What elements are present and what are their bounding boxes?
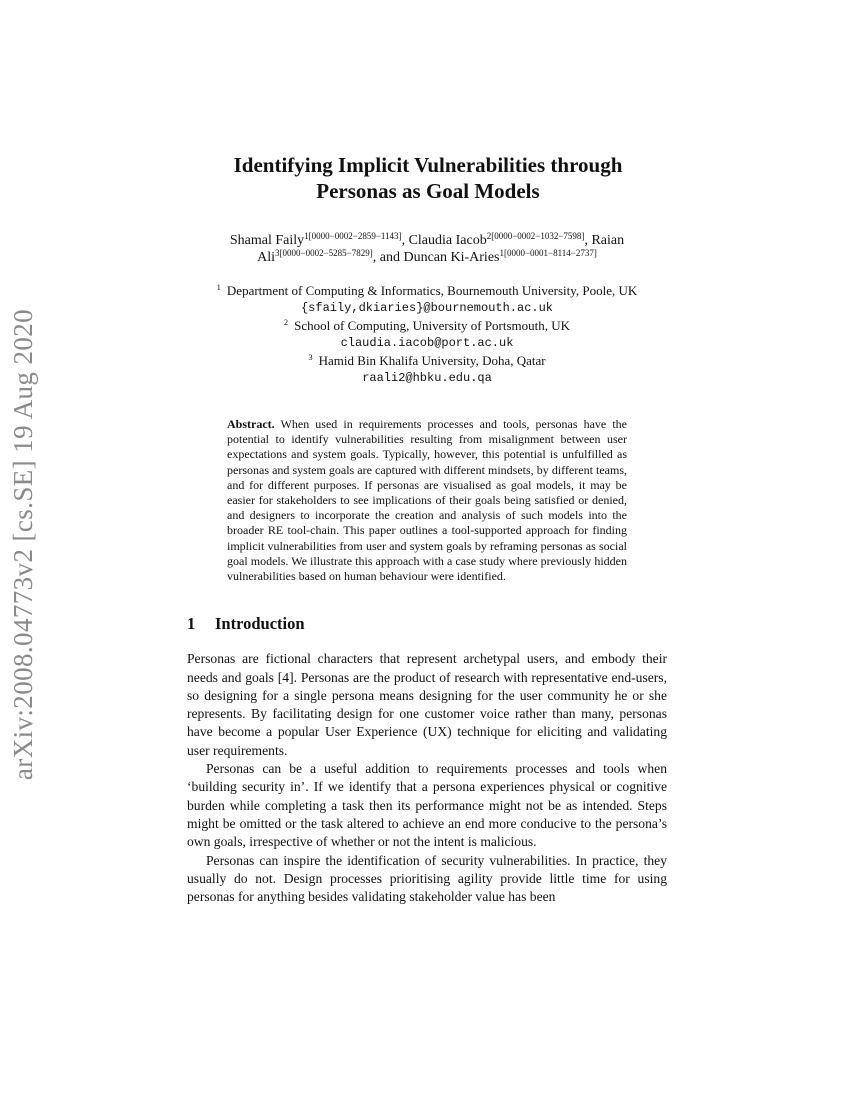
abstract-label: Abstract. — [227, 417, 275, 431]
arxiv-identifier-text: arXiv:2008.04773v2 [cs.SE] 19 Aug 2020 — [8, 308, 39, 780]
section-title: Introduction — [215, 614, 305, 634]
affiliation — [187, 352, 667, 370]
affiliation-marker: 3 — [308, 352, 313, 362]
author-line-2 — [187, 249, 667, 266]
affiliation-email: claudia.iacob@port.ac.uk — [340, 335, 514, 350]
affiliation-email: {sfaily,dkiaries}@bournemouth.ac.uk — [300, 300, 554, 315]
paper-title-line-1: Identifying Implicit Vulnerabilities through — [233, 153, 623, 177]
affiliation — [187, 317, 667, 335]
affiliation-name: Department of Computing & Informatics, Bournemouth University, Poole, UK — [226, 283, 638, 298]
abstract-text: When used in requirements processes and tools, personas have the potential to identify vulnerabilities resulting from misalignment between user expectations and system goals. Typically, however, this potential is unfulfilled as personas and system goals are captured with different mindsets, by different teams, and for different purposes. If personas are visualised as goal models, it may be easier for stakeholders to see implications of their goals being satisfied or denied, and designers to incorporate the creation and analysis of such models into the broader RE tool-chain. This paper outlines a tool-supported approach for finding implicit vulnerabilities from user and system goals by reframing personas as social goal models. We illustrate this approach with a case study where previously hidden vulnerabilities based on human behaviour were identified. — [227, 417, 627, 584]
affiliation-email: raali2@hbku.edu.qa — [362, 370, 492, 385]
arxiv-identifier-stamp — [7, 294, 41, 794]
body-paragraph: Personas can be a useful addition to requirements processes and tools when ‘building security in’. If we identify that a persona experiences physical or cognitive burden while completing a task then its performance might not be as intended. Steps might be omitted or the task altered to achieve an end more conducive to the persona’s own goals, irrespective of whether or not the intent is malicious. — [187, 761, 667, 850]
body-paragraph: Personas are fictional characters that represent archetypal users, and embody their needs and goals [4]. Personas are the product of research with representative end-users, so designing for a single persona means designing for the user community he or she represents. By facilitating design for one customer voice rather than many, personas have become a popular User Experience (UX) technique for eliciting and validating user requirements. — [187, 651, 667, 758]
author-separator: , and — [372, 250, 404, 265]
author-separator: , Raian — [584, 233, 625, 248]
author-name: Shamal Faily — [229, 233, 305, 248]
paper-page — [187, 152, 667, 906]
affiliation — [187, 282, 667, 300]
affiliation-name: Hamid Bin Khalifa University, Doha, Qatar — [318, 353, 546, 368]
author-orcid: 1[0000−0001−8114−2737] — [499, 248, 597, 258]
author-name: Duncan Ki-Aries — [403, 250, 500, 265]
paper-title-line-2: Personas as Goal Models — [316, 179, 540, 203]
section-body — [187, 650, 667, 906]
author-orcid: 2[0000−0002−1032−7598] — [486, 231, 585, 241]
author-name: Ali — [257, 250, 275, 265]
section-number: 1 — [187, 614, 196, 634]
body-paragraph: Personas can inspire the identification of security vulnerabilities. In practice, they usually do not. Design processes prioritising agility provide little time for using personas for anything besides validating stakeholder value has been — [187, 852, 667, 905]
affiliation-marker: 2 — [283, 317, 289, 327]
author-name: Claudia Iacob — [408, 233, 487, 248]
affiliation-list — [187, 282, 667, 387]
abstract — [227, 417, 627, 584]
author-line-1 — [187, 232, 667, 249]
section-heading — [187, 614, 667, 634]
affiliation-marker: 1 — [216, 282, 221, 292]
author-separator: , — [401, 233, 409, 248]
affiliation-name: School of Computing, University of Portsmouth, UK — [294, 318, 571, 333]
author-list — [187, 232, 667, 266]
author-orcid: 3[0000−0002−5285−7829] — [275, 248, 373, 258]
paper-title — [203, 152, 653, 204]
author-orcid: 1[0000−0002−2859−1143] — [304, 231, 402, 241]
